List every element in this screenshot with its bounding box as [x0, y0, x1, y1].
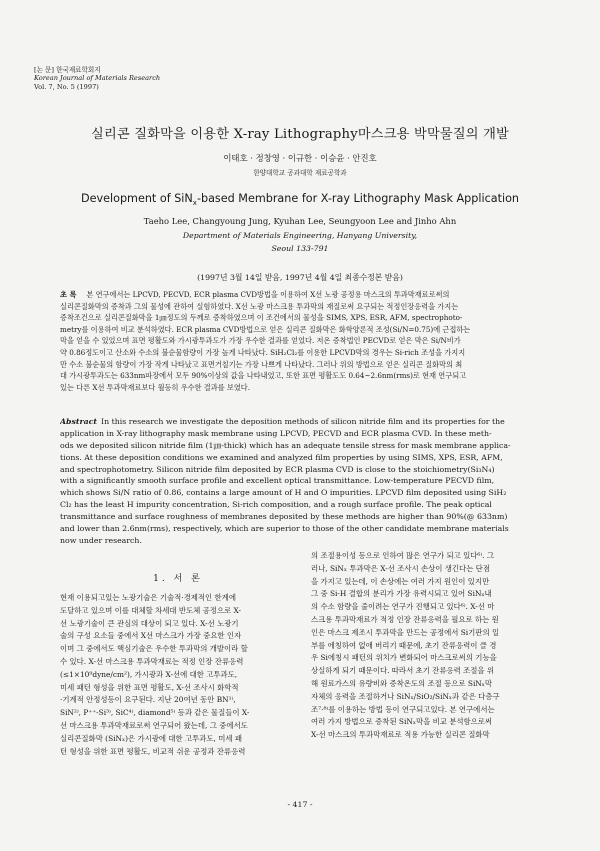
body-text-line — [311, 665, 547, 678]
abstract-korean — [60, 289, 547, 393]
text-line: 조⁷·⁸⁾를 이용하는 방법 등이 연구되고있다. 본 연구에서는 — [311, 704, 495, 714]
text-line: SiN²⁾, P⁺⁺-Si³⁾, SiC⁴⁾, diamond⁵⁾ 등과 같은 물질들이 X- — [60, 708, 250, 718]
received-date: (1997년 3월 14일 받음, 1997년 4월 4일 최종수정본 받음) — [197, 273, 403, 282]
affiliation-korean: 한양대학교 공과대학 재료공학과 — [253, 169, 347, 177]
body-column-left — [60, 592, 296, 758]
abstract-korean-line — [60, 382, 547, 394]
body-text-line — [311, 729, 547, 742]
text-line: 스크용 투과막재료가 적정 인장 잔류응력을 필요로 하는 원 — [311, 614, 499, 624]
text-line: 약 0.86정도이고 산소와 수소의 불순물함량이 가장 높게 나타났다. SiH₂Cl₂를 이용한 LPCVD막의 경우는 Si-rich 조성을 가지지 — [60, 347, 466, 357]
body-text-line — [60, 618, 296, 631]
body-text-line — [60, 733, 296, 746]
body-text-line — [60, 746, 296, 759]
journal-header — [34, 66, 160, 91]
text-line: which shows Si/N ratio of 0.86, contains a large amount of H and O impurities. LPCVD film deposited using SiH₂ — [60, 488, 507, 498]
journal-name-kr: [논 문] 한국재료학회지 — [34, 66, 101, 74]
title-english-prefix: Development of SiN — [80, 192, 193, 205]
text-line: and spectrophotometry. Silicon nitride film deposited by ECR plasma CVD is close to the stoichiometry(Si₃N₄) — [60, 464, 495, 474]
title-english — [0, 192, 600, 207]
abstract-english-line — [60, 499, 547, 511]
text-line: ods we deposited silicon nitride film (1㎛-thick) which has an adequate tensile stress for mask membrane applica- — [60, 440, 511, 450]
body-text-line — [311, 550, 547, 563]
text-line: Cl₂ has the least H impurity concentration, Si-rich composition, and a rough surface profile. The peak optical — [60, 500, 492, 510]
text-line: 그 중 Si-H 결합의 분리가 가장 유력시되고 있어 SiNₓ내 — [311, 589, 492, 599]
abstract-english-line — [60, 511, 547, 523]
abstract-english-line — [60, 535, 547, 547]
text-line: 선 노광기술이 큰 관심의 대상이 되고 있다. X-선 노광기 — [60, 618, 239, 628]
text-line: metry를 이용하여 비교 분석하였다. ECR plasma CVD방법으로 얻은 실리콘 질화막은 화학양론적 조성(Si/N=0.75)에 근접하는 — [60, 324, 471, 334]
text-line: 러나, SiNₓ 투과막은 X-선 조사시 손상이 생긴다는 단점 — [311, 563, 490, 573]
text-line: 술의 구성 요소들 중에서 X선 마스크가 가장 중요한 인자 — [60, 631, 242, 641]
abstract-english-line — [60, 416, 547, 428]
body-text-line — [311, 588, 547, 601]
abstract-english — [60, 416, 547, 547]
title-korean: 실리콘 질화막을 이용한 X-ray Lithography마스크용 박막물질의 개발 — [91, 127, 509, 142]
abstract-korean-line — [60, 312, 547, 324]
abstract-korean-line — [60, 370, 547, 382]
abstract-english-line — [60, 428, 547, 440]
text-line: (≤1×10⁹dyne/cm²), 가시광과 X-선에 대한 고투과도, — [60, 669, 238, 679]
text-line: 이며 그 중에서도 핵심기술은 우수한 투과막의 개발이라 할 — [60, 644, 248, 654]
abstract-korean-line — [60, 324, 547, 336]
text-line: tions. At these deposition conditions we examined and analyzed film properties by using SIMS, XPS, ESR, AFM, — [60, 452, 503, 462]
text-line: now under research. — [60, 535, 142, 545]
body-text-line — [60, 694, 296, 707]
text-line: 상실하게 되기 때문이다. 따라서 초기 잔류응력 조절을 위 — [311, 666, 495, 676]
text-line: 미세 패턴 형성을 위한 표면 평활도, X-선 조사시 화학적 — [60, 682, 239, 692]
body-text-line — [311, 691, 547, 704]
abstract-label: 초 록 — [60, 290, 77, 299]
body-text-line — [311, 563, 547, 576]
body-text-line — [60, 720, 296, 733]
text-line: 만 수소 불순물의 함량이 가장 작게 나타났고 표면거칠기는 가장 나쁘게 나타났다. 그러나 위의 방법으로 얻은 실리콘 질화막의 최 — [60, 359, 463, 369]
abstract-english-line — [60, 452, 547, 464]
body-text-line — [60, 605, 296, 618]
abstract-english-line — [60, 440, 547, 452]
body-text-line — [311, 576, 547, 589]
affiliation-english-line1: Department of Materials Engineering, Hanyang University, — [182, 231, 418, 240]
text-line: 실리콘질화막의 증착과 그의 물성에 관하여 실험하였다. X선 노광 마스크용 투과막의 재질로써 요구되는 적정인장응력을 가지는 — [60, 301, 459, 311]
text-line: 실리콘질화막 (SiNₓ)은 가시광에 대한 고투과도, 미세 패 — [60, 733, 243, 743]
text-line: 여러 가지 방법으로 증착된 SiNₓ막을 비교 분석함으로써 — [311, 717, 493, 727]
text-line: ·기계적 안정성등이 요구된다. 지난 20여년 동안 BN¹⁾, — [60, 695, 236, 705]
text-line: 있는 다른 X선 투과막재료보다 월등히 우수한 결과를 보였다. — [60, 382, 251, 392]
body-text-line — [60, 656, 296, 669]
text-line: 현재 이용되고있는 노광기술은 기술적·경제적인 한계에 — [60, 593, 236, 602]
body-text-line — [311, 716, 547, 729]
abstract-korean-line — [60, 347, 547, 359]
affiliation-english-line2: Seoul 133-791 — [271, 243, 329, 253]
body-text-line — [60, 592, 296, 605]
text-line: 자체의 응력을 조절하거나 SiNₓ/SiO₂/SiNₓ과 같은 다층구 — [311, 691, 500, 701]
abstract-korean-line — [60, 301, 547, 313]
abstract-korean-line — [60, 289, 547, 301]
text-line: 을 가지고 있는데, 이 손상에는 여러 가지 원인이 있지만 — [311, 576, 490, 586]
authors-korean: 이태호 · 정창영 · 이규한 · 이승윤 · 안진호 — [223, 153, 377, 163]
text-line: 증착조건으로 실리콘질화막을 1㎛정도의 두께로 증착하였으며 이 조건에서의 물성을 SIMS, XPS, ESR, AFM, spectrophoto- — [60, 313, 463, 323]
affiliation-english — [0, 230, 600, 255]
page-number: - 417 - — [287, 800, 313, 809]
body-text-line — [311, 652, 547, 665]
text-line: with a significantly smooth surface profile and excellent optical transmittance. Low-temperature PECVD film, — [60, 476, 495, 486]
text-line: 의 수소 함량을 줄이려는 연구가 진행되고 있다⁶⁾. X-선 마 — [311, 602, 495, 612]
abstract-english-line — [60, 487, 547, 499]
body-text-line — [311, 704, 547, 717]
text-line: X-선 마스크의 투과막재료로 적용 가능한 실리콘 질화막 — [311, 730, 490, 740]
body-column-right — [311, 550, 547, 742]
text-line: 인은 마스크 제조시 투과막을 만드는 공정에서 Si기판의 일 — [311, 627, 500, 637]
body-text-line — [311, 640, 547, 653]
text-line: 우 Si에칭시 패턴의 위치가 변화되어 마스크로써의 기능을 — [311, 653, 497, 663]
body-text-line — [311, 614, 547, 627]
text-line: application in X-ray lithography mask membrane using LPCVD, PECVD and ECR plasma CVD. In these meth- — [60, 428, 492, 438]
title-english-subscript: x — [192, 199, 197, 208]
text-line: 대 가시광투과도는 633nm파장에서 모두 90%이상의 값을 나타내었고, 또한 표면 평활도도 0.64~2.6nm(rms)로 현재 연구되고 — [60, 371, 467, 381]
abstract-english-line — [60, 464, 547, 476]
abstract-english-line — [60, 523, 547, 535]
text-line: 선 마스크용 투과막재료로써 연구되어 왔는데, 그 중에서도 — [60, 720, 248, 730]
text-line: In this research we investigate the deposition methods of silicon nitride film and its properties for the — [101, 417, 505, 426]
body-text-line — [60, 669, 296, 682]
text-line: 막을 얻을 수 있었으며 표면 평활도와 가시광투과도가 가장 우수한 결과를 얻었다. 저온 증착법인 PECVD로 얻은 막은 Si/N비가 — [60, 336, 461, 346]
text-line: 의 조절용이성 등으로 인하여 많은 연구가 되고 있다⁶⁾. 그 — [311, 551, 494, 560]
journal-name-en: Korean Journal of Materials Research — [34, 74, 161, 83]
section-heading-introduction: 1. 서 론 — [153, 574, 203, 584]
body-text-line — [60, 707, 296, 720]
body-text-line — [311, 627, 547, 640]
text-line: 본 연구에서는 LPCVD, PECVD, ECR plasma CVD방법을 이용하여 X선 노광 공정용 마스크의 투과막재료로써의 — [86, 290, 450, 299]
title-english-suffix: -based Membrane for X-ray Lithography Mask Application — [196, 192, 520, 205]
body-text-line — [60, 682, 296, 695]
text-line: 도달하고 있으며 이를 대체할 차세대 반도체 공정으로 X- — [60, 605, 242, 615]
text-line: and lower than 2.6nm(rms), respectively, which are superior to those of the other candidate membrane materials — [60, 524, 509, 534]
journal-volume: Vol. 7, No. 5 (1997) — [34, 82, 99, 91]
text-line: 해 원료가스의 유량비와 증착온도의 조절 등으로 SiNₓ막 — [311, 678, 493, 688]
body-text-line — [60, 643, 296, 656]
abstract-korean-line — [60, 335, 547, 347]
text-line: transmittance and surface roughness of membranes deposited by these methods are higher than 90%(@ 633nm) — [60, 512, 508, 522]
abstract-english-line — [60, 475, 547, 487]
abstract-label: Abstract — [60, 417, 98, 426]
authors-english: Taeho Lee, Changyoung Jung, Kyuhan Lee, Seungyoon Lee and Jinho Ahn — [143, 216, 457, 226]
text-line: 부를 에칭하여 없애 버리기 때문에, 초기 잔류응력이 클 경 — [311, 640, 497, 650]
abstract-korean-line — [60, 359, 547, 371]
body-text-line — [311, 601, 547, 614]
body-text-line — [311, 678, 547, 691]
text-line: 수 있다. X-선 마스크용 투과막재료는 적정 인장 잔류응력 — [60, 656, 244, 666]
body-text-line — [60, 630, 296, 643]
text-line: 턴 형성을 위한 표면 평활도, 비교적 쉬운 공정과 잔류응력 — [60, 746, 246, 756]
